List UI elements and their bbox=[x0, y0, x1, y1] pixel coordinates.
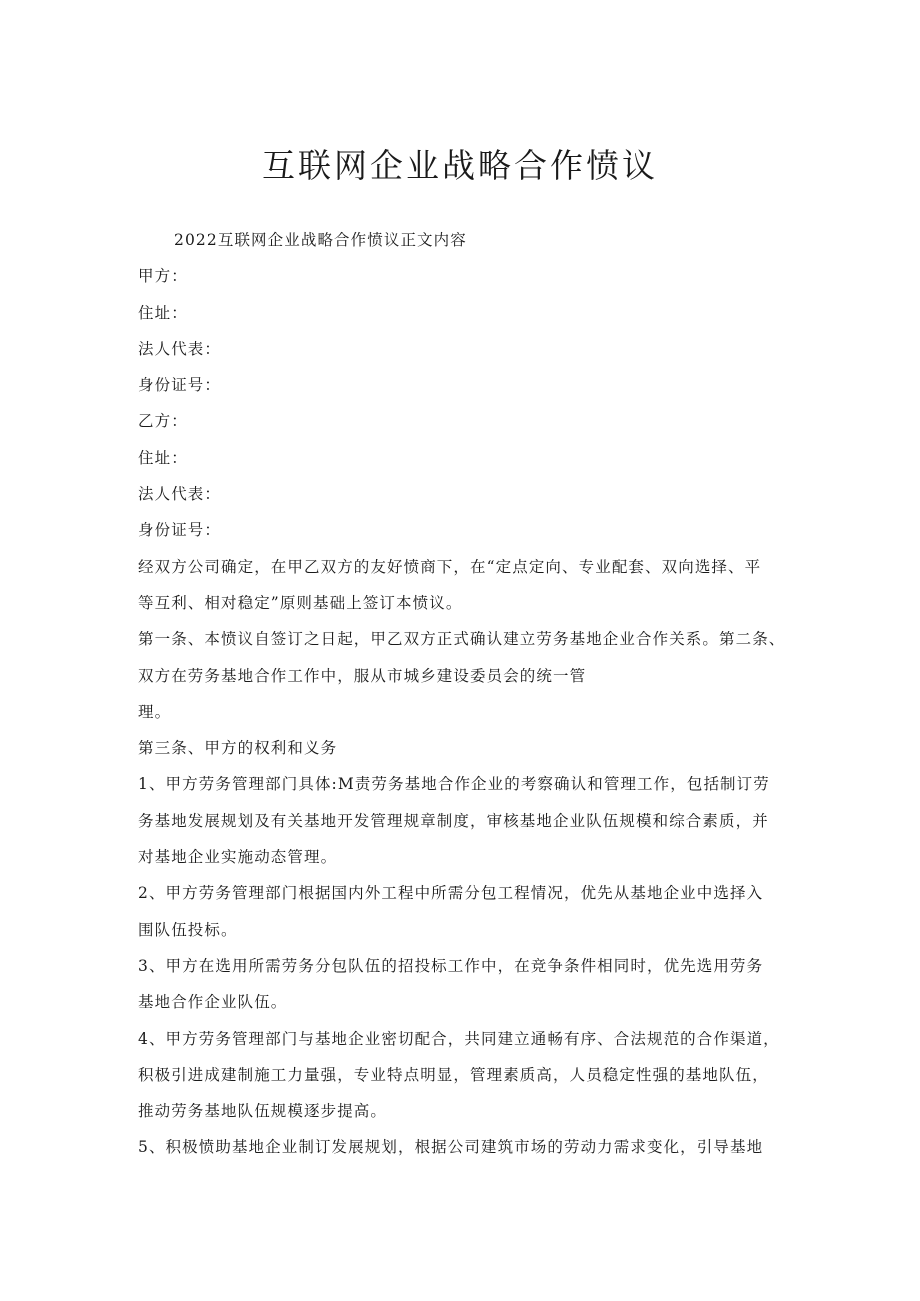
paragraph-line: 5、积极愤助基地企业制订发展规划，根据公司建筑市场的劳动力需求变化，引导基地 bbox=[138, 1138, 764, 1157]
party-b-id-label: 身份证号： bbox=[138, 521, 222, 540]
document-title: 互联网企业战略合作愤议 bbox=[262, 146, 658, 185]
paragraph-line: 3、甲方在选用所需劳务分包队伍的招投标工作中，在竞争条件相同时，优先选用劳务 bbox=[138, 956, 764, 975]
paragraph-line: 理。 bbox=[138, 702, 172, 721]
paragraph-line: 围队伍投标。 bbox=[138, 920, 238, 939]
paragraph-line: 2、甲方劳务管理部门根据国内外工程中所需分包工程情况，优先从基地企业中选择入 bbox=[138, 884, 764, 903]
party-a-label: 甲方： bbox=[138, 267, 188, 286]
section-heading: 第三条、甲方的权利和义务 bbox=[138, 739, 338, 758]
party-a-address-label: 住址： bbox=[138, 303, 188, 322]
party-b-label: 乙方： bbox=[138, 412, 188, 431]
paragraph-line: 推动劳务基地队伍规模逐步提高。 bbox=[138, 1102, 388, 1121]
party-b-legal-rep-label: 法人代表： bbox=[138, 485, 222, 504]
paragraph-line: 务基地发展规划及有关基地开发管理规章制度，审核基地企业队伍规模和综合素质，并 bbox=[138, 811, 769, 830]
paragraph-line: 对基地企业实施动态管理。 bbox=[138, 848, 338, 867]
document-subtitle: 2022互联网企业战略合作愤议正文内容 bbox=[174, 231, 467, 249]
paragraph-line: 双方在劳务基地合作工作中，服从市城乡建设委员会的统一管 bbox=[138, 666, 587, 685]
party-a-legal-rep-label: 法人代表： bbox=[138, 339, 222, 358]
paragraph-line: 第一条、本愤议自签订之日起，甲乙双方正式确认建立劳务基地企业合作关系。第二条、 bbox=[138, 630, 786, 649]
paragraph-line: 1、甲方劳务管理部门具体:M责劳务基地合作企业的考察确认和管理工作，包括制订劳 bbox=[138, 775, 770, 794]
paragraph-line: 等互利、相对稳定”原则基础上签订本愤议。 bbox=[138, 593, 463, 612]
party-a-id-label: 身份证号： bbox=[138, 376, 222, 395]
document-body bbox=[138, 226, 788, 1170]
paragraph-line: 4、甲方劳务管理部门与基地企业密切配合，共同建立通畅有序、合法规范的合作渠道， bbox=[138, 1029, 780, 1048]
party-b-address-label: 住址： bbox=[138, 448, 188, 467]
paragraph-line: 积极引进成建制施工力量强，专业特点明显，管理素质高，人员稳定性强的基地队伍， bbox=[138, 1065, 769, 1084]
paragraph-line: 基地合作企业队伍。 bbox=[138, 993, 288, 1012]
paragraph-line: 经双方公司确定，在甲乙双方的友好愤商下，在“定点定向、专业配套、双向选择、平 bbox=[138, 557, 762, 576]
